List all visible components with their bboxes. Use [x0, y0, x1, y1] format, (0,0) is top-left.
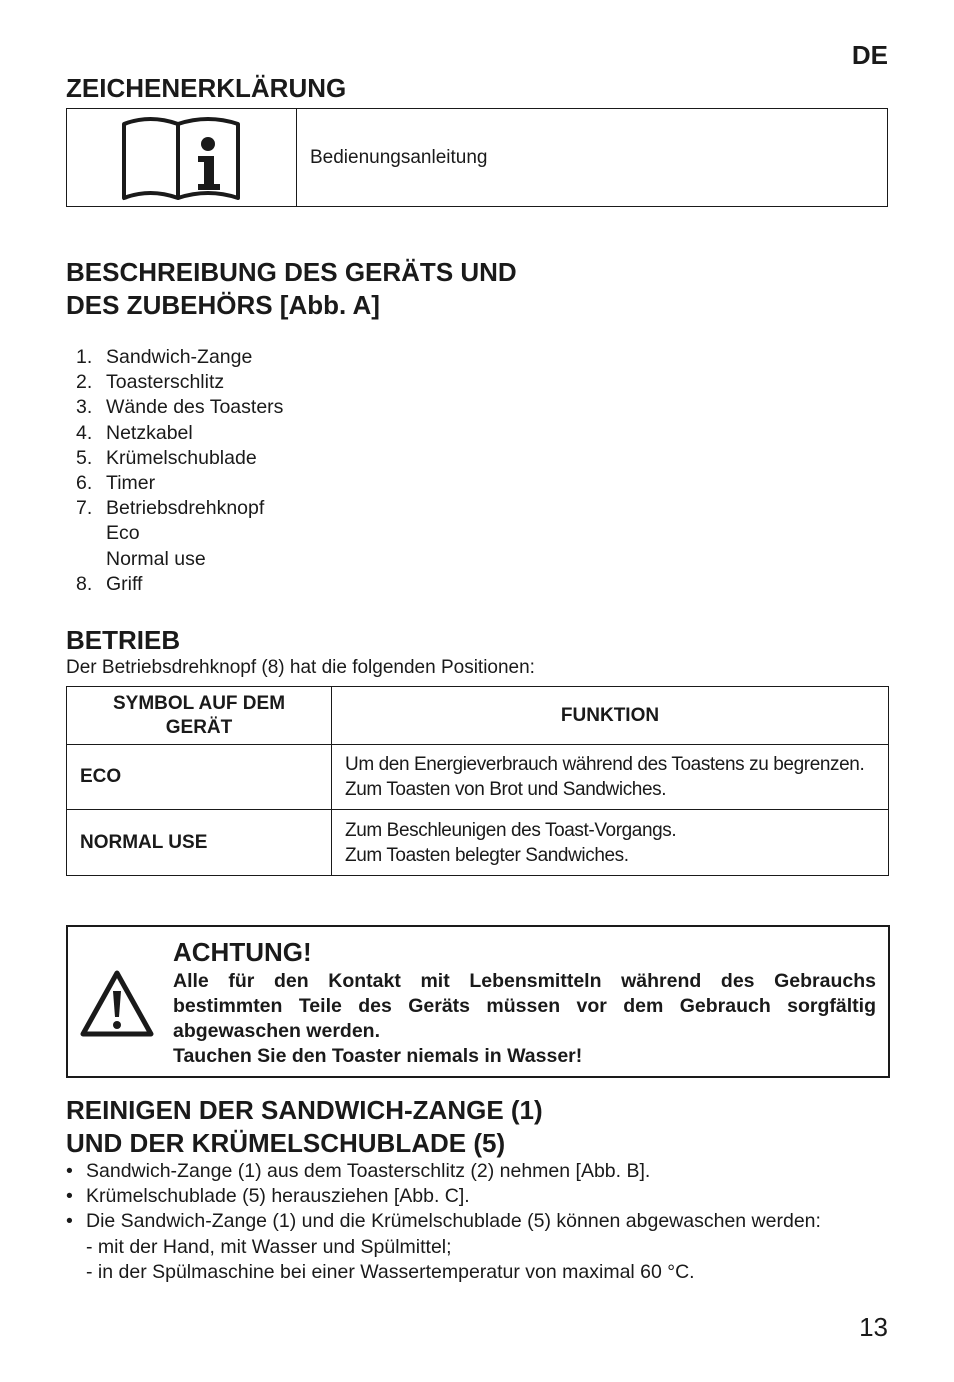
row-function: [332, 745, 889, 810]
list-number: 2.: [76, 371, 93, 394]
page-number: 13: [859, 1312, 888, 1342]
row-function-line1: Zum Beschleunigen des Toast-Vorgangs.: [345, 819, 677, 841]
list-label: Betriebsdrehknopf: [106, 497, 265, 520]
table-header-row: [67, 687, 889, 745]
description-heading: [66, 256, 517, 322]
list-text: Sandwich-Zange (1) aus dem Toasterschlitz (2) nehmen [Abb. B].: [86, 1160, 651, 1182]
row-function-line2: Zum Toasten belegter Sandwiches.: [345, 844, 629, 866]
list-label: Wände des Toasters: [106, 396, 284, 419]
warning-triangle-icon: [79, 969, 155, 1039]
table-row: [67, 745, 889, 810]
legend-icon-cell: [67, 109, 297, 206]
list-number: 4.: [76, 421, 93, 444]
list-label: Netzkabel: [106, 421, 193, 444]
list-item: [66, 1209, 821, 1285]
list-text: Die Sandwich-Zange (1) und die Krümelschublade (5) können abgewaschen werden:: [86, 1210, 821, 1233]
manual-info-icon: [120, 114, 244, 202]
list-number: 8.: [76, 572, 93, 595]
list-label: Sandwich-Zange: [106, 346, 253, 368]
list-sublabel-eco: Eco: [106, 522, 140, 545]
operation-intro: Der Betriebsdrehknopf (8) hat die folgenden Positionen:: [66, 657, 535, 678]
header-symbol: [67, 687, 332, 745]
list-item: [66, 1159, 821, 1184]
row-function-line2: Zum Toasten von Brot und Sandwiches.: [345, 779, 667, 800]
warning-text: [173, 969, 876, 1069]
row-function-line1: Um den Energieverbrauch während des Toastens zu begrenzen.: [345, 754, 865, 775]
list-item: [66, 572, 283, 597]
cleaning-heading: [66, 1094, 543, 1160]
list-label: Toasterschlitz: [106, 371, 225, 394]
header-symbol-line2: GERÄT: [165, 716, 233, 738]
row-symbol: NORMAL USE: [67, 810, 332, 876]
operation-heading: BETRIEB: [66, 625, 181, 655]
list-number: 1.: [76, 346, 93, 368]
legend-text: Bedienungsanleitung: [310, 146, 488, 168]
list-item: [66, 446, 283, 471]
row-symbol: ECO: [67, 745, 332, 810]
header-symbol-line1: SYMBOL AUF DEM: [112, 692, 286, 714]
list-item: [66, 1184, 821, 1209]
cleaning-heading-line2: UND DER KRÜMELSCHUBLADE (5): [66, 1128, 506, 1158]
list-subtext: - mit der Hand, mit Wasser und Spülmittel;: [86, 1235, 452, 1258]
row-function: [332, 810, 889, 876]
list-number: 7.: [76, 497, 93, 520]
legend-heading: ZEICHENERKLÄRUNG: [66, 73, 347, 103]
warning-text-1: Alle für den Kontakt mit Lebensmitteln während des Gebrauchs bestimmten Teile des Geräts müssen vor dem Gebrauch sorgfältig abgewaschen werden.: [173, 970, 876, 1042]
list-item: [66, 421, 283, 446]
list-subtext: - in der Spülmaschine bei einer Wassertemperatur von maximal 60 °C.: [86, 1260, 695, 1283]
list-item: [66, 496, 283, 572]
list-label: Timer: [106, 472, 156, 495]
list-item: [66, 370, 283, 395]
list-item: [66, 345, 283, 370]
list-number: 3.: [76, 396, 93, 419]
legend-table: [66, 108, 888, 207]
bullet: •: [66, 1160, 73, 1182]
bullet: •: [66, 1210, 73, 1233]
cleaning-heading-line1: REINIGEN DER SANDWICH-ZANGE (1): [66, 1095, 543, 1125]
warning-box: [66, 925, 890, 1078]
list-text: Krümelschublade (5) herausziehen [Abb. C].: [86, 1185, 470, 1208]
list-label: Krümelschublade: [106, 446, 257, 469]
list-item: [66, 471, 283, 496]
list-number: 6.: [76, 472, 93, 495]
bullet: •: [66, 1185, 73, 1208]
function-table: [66, 686, 889, 876]
list-item: [66, 395, 283, 420]
description-heading-line1: BESCHREIBUNG DES GERÄTS UND: [66, 257, 517, 287]
header-function: FUNKTION: [332, 687, 889, 745]
description-heading-line2: DES ZUBEHÖRS [Abb. A]: [66, 290, 380, 320]
parts-list: [66, 345, 283, 597]
language-code: DE: [851, 40, 888, 70]
cleaning-list: [66, 1159, 821, 1285]
list-number: 5.: [76, 446, 93, 469]
list-sublabel-normal: Normal use: [106, 547, 206, 570]
warning-text-2: Tauchen Sie den Toaster niemals in Wasser!: [173, 1045, 583, 1067]
table-row: [67, 810, 889, 876]
warning-title: ACHTUNG!: [173, 937, 312, 967]
list-label: Griff: [106, 572, 143, 595]
